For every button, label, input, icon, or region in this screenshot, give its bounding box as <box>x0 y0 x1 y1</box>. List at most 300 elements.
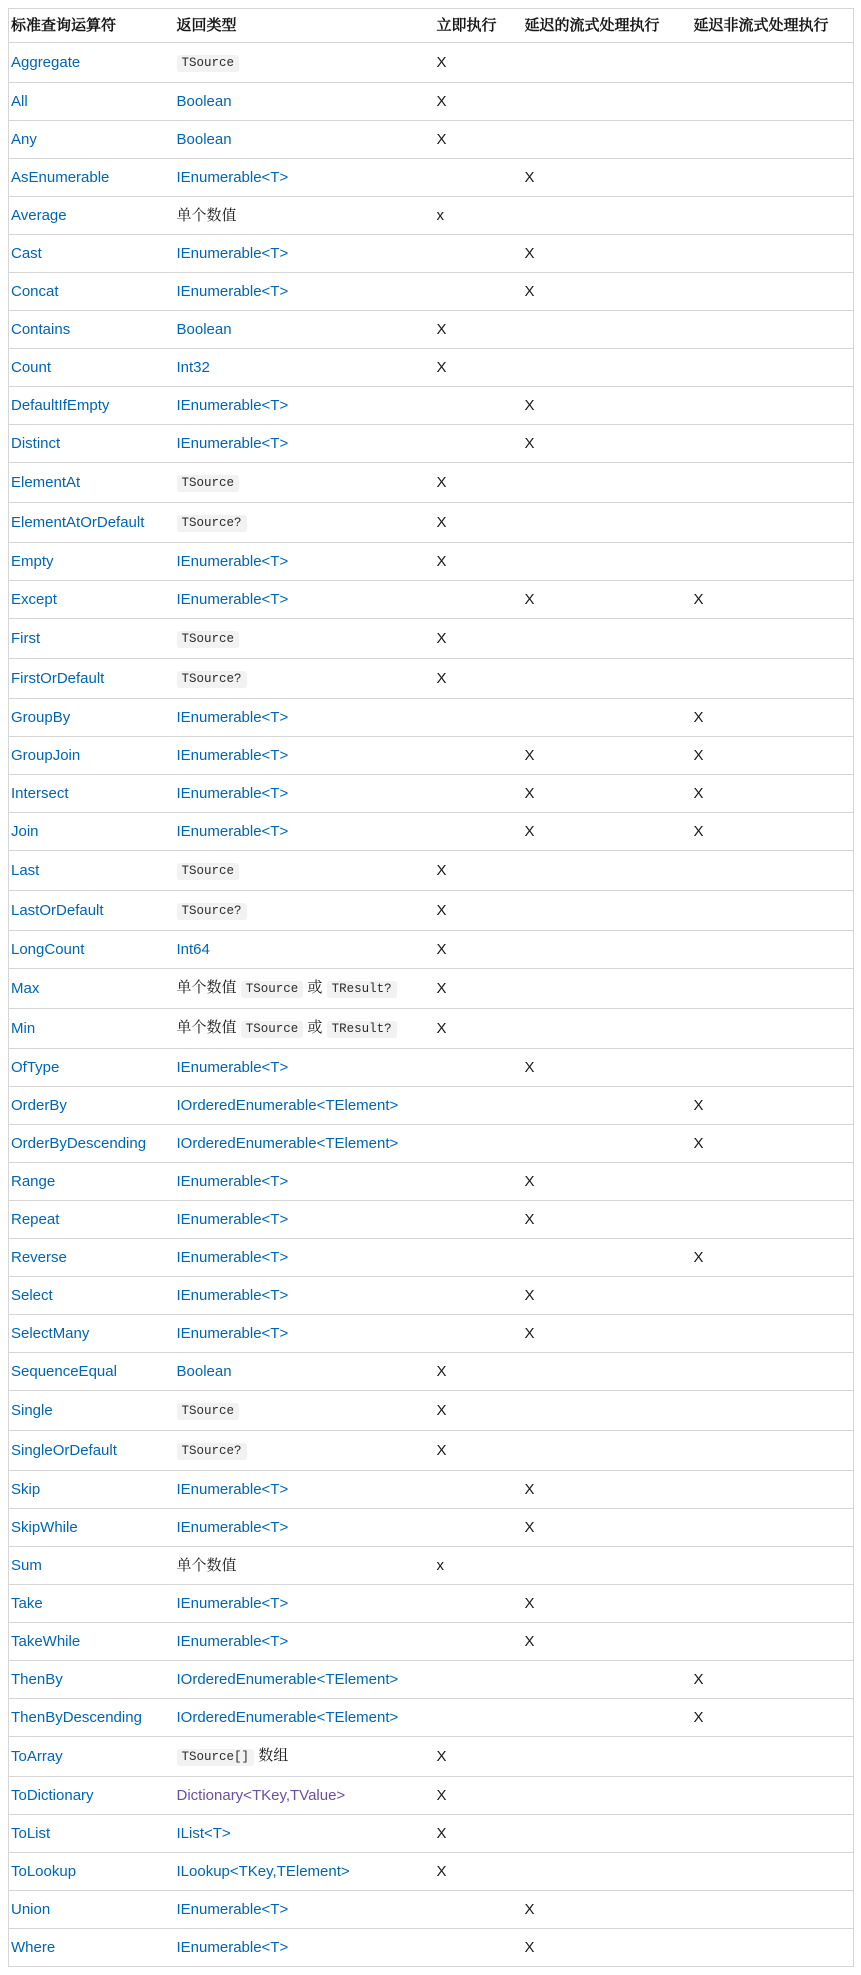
operator-cell <box>9 83 175 121</box>
deferred-nonstreaming-execution-mark-cell <box>692 1163 854 1201</box>
return-type-link[interactable]: IEnumerable<T> <box>176 553 289 570</box>
operator-link[interactable]: Range <box>11 1173 56 1190</box>
deferred-nonstreaming-execution-mark: X <box>693 1097 704 1114</box>
deferred-nonstreaming-execution-mark-cell <box>692 425 854 463</box>
immediate-execution-mark-cell <box>435 1623 523 1661</box>
deferred-streaming-execution-mark-cell <box>523 463 692 503</box>
operator-link[interactable]: ToList <box>11 1825 51 1842</box>
table-row <box>9 581 854 619</box>
deferred-nonstreaming-execution-mark: X <box>693 591 704 608</box>
immediate-execution-mark: X <box>436 54 447 71</box>
return-type-cell <box>175 463 435 503</box>
operator-link[interactable]: TakeWhile <box>11 1633 81 1650</box>
deferred-nonstreaming-execution-mark-cell <box>692 1891 854 1929</box>
table-row <box>9 1737 854 1777</box>
immediate-execution-mark-cell <box>435 197 523 235</box>
operator-link[interactable]: Skip <box>11 1481 41 1498</box>
return-type-link[interactable]: ILookup<TKey,TElement> <box>176 1863 350 1880</box>
operator-link[interactable]: OfType <box>11 1059 60 1076</box>
deferred-nonstreaming-execution-mark-cell <box>692 1661 854 1699</box>
immediate-execution-mark-cell <box>435 1009 523 1049</box>
table-row <box>9 619 854 659</box>
deferred-nonstreaming-execution-mark-cell <box>692 1471 854 1509</box>
return-type-cell <box>175 43 435 83</box>
table-row <box>9 503 854 543</box>
deferred-nonstreaming-execution-mark-cell <box>692 699 854 737</box>
deferred-nonstreaming-execution-mark-cell <box>692 1239 854 1277</box>
operator-link[interactable]: Reverse <box>11 1249 67 1266</box>
immediate-execution-mark-cell <box>435 1891 523 1929</box>
deferred-streaming-execution-mark-cell <box>523 503 692 543</box>
return-type-cell <box>175 1163 435 1201</box>
deferred-streaming-execution-mark: X <box>524 1595 535 1612</box>
deferred-streaming-execution-mark: X <box>524 1519 535 1536</box>
immediate-execution-mark-cell <box>435 931 523 969</box>
table-row <box>9 1471 854 1509</box>
table-row <box>9 1623 854 1661</box>
deferred-streaming-execution-mark-cell <box>523 1737 692 1777</box>
return-type-link[interactable]: IEnumerable<T> <box>176 169 289 186</box>
deferred-nonstreaming-execution-mark-cell <box>692 273 854 311</box>
immediate-execution-mark: X <box>436 980 447 997</box>
deferred-streaming-execution-mark-cell <box>523 1929 692 1967</box>
operator-cell <box>9 1509 175 1547</box>
deferred-streaming-execution-mark-cell <box>523 1623 692 1661</box>
operator-link[interactable]: ThenByDescending <box>11 1709 142 1726</box>
table-row <box>9 699 854 737</box>
operator-cell <box>9 1699 175 1737</box>
return-type-cell <box>175 931 435 969</box>
operator-link[interactable]: FirstOrDefault <box>11 670 105 687</box>
operator-cell <box>9 931 175 969</box>
operator-cell <box>9 813 175 851</box>
operator-link[interactable]: Min <box>11 1020 36 1037</box>
operator-link[interactable]: ElementAt <box>11 474 81 491</box>
operator-link[interactable]: SequenceEqual <box>11 1363 117 1380</box>
table-row <box>9 737 854 775</box>
immediate-execution-mark: X <box>436 1442 447 1459</box>
return-type-cell <box>175 1471 435 1509</box>
table-row <box>9 1509 854 1547</box>
return-type-code-chip: TSource? <box>177 515 247 532</box>
deferred-nonstreaming-execution-mark: X <box>693 747 704 764</box>
table-row <box>9 1087 854 1125</box>
immediate-execution-mark-cell <box>435 851 523 891</box>
table-row <box>9 1049 854 1087</box>
return-type-link[interactable]: IEnumerable<T> <box>176 1173 289 1190</box>
deferred-nonstreaming-execution-mark-cell <box>692 931 854 969</box>
operator-link[interactable]: ElementAtOrDefault <box>11 514 145 531</box>
return-type-link[interactable]: IEnumerable<T> <box>176 785 289 802</box>
operator-link[interactable]: Contains <box>11 321 71 338</box>
return-type-cell <box>175 1431 435 1471</box>
return-type-link[interactable]: IEnumerable<T> <box>176 1249 289 1266</box>
table-row <box>9 1201 854 1239</box>
operator-link[interactable]: Intersect <box>11 785 69 802</box>
immediate-execution-mark: X <box>436 902 447 919</box>
immediate-execution-mark-cell <box>435 463 523 503</box>
column-header-deferred-nonstreaming-execution: 延迟非流式处理执行 <box>692 9 854 43</box>
deferred-streaming-execution-mark: X <box>524 169 535 186</box>
operator-cell <box>9 1353 175 1391</box>
standard-query-operators-table <box>8 8 854 1967</box>
operator-cell <box>9 1277 175 1315</box>
immediate-execution-mark: X <box>436 93 447 110</box>
return-type-cell <box>175 1777 435 1815</box>
deferred-streaming-execution-mark-cell <box>523 1699 692 1737</box>
operator-link[interactable]: SelectMany <box>11 1325 90 1342</box>
return-type-link[interactable]: IOrderedEnumerable<TElement> <box>176 1709 399 1726</box>
operator-cell <box>9 1777 175 1815</box>
return-type-link[interactable]: Boolean <box>176 93 232 110</box>
table-row <box>9 273 854 311</box>
deferred-streaming-execution-mark: X <box>524 1633 535 1650</box>
operator-link[interactable]: SingleOrDefault <box>11 1442 117 1459</box>
table-row <box>9 121 854 159</box>
deferred-streaming-execution-mark: X <box>524 1481 535 1498</box>
deferred-streaming-execution-mark: X <box>524 1287 535 1304</box>
return-type-text: 或 <box>307 979 323 996</box>
immediate-execution-mark-cell <box>435 1315 523 1353</box>
table-row <box>9 1163 854 1201</box>
return-type-cell <box>175 1509 435 1547</box>
immediate-execution-mark-cell <box>435 775 523 813</box>
operator-cell <box>9 1391 175 1431</box>
operator-link[interactable]: ThenBy <box>11 1671 63 1688</box>
deferred-streaming-execution-mark: X <box>524 245 535 262</box>
operator-cell <box>9 775 175 813</box>
deferred-nonstreaming-execution-mark: X <box>693 1135 704 1152</box>
deferred-streaming-execution-mark-cell <box>523 1891 692 1929</box>
return-type-text: 单个数值 <box>176 1557 237 1574</box>
return-type-link[interactable]: IEnumerable<T> <box>176 591 289 608</box>
return-type-text: 或 <box>307 1019 323 1036</box>
table-row <box>9 1009 854 1049</box>
operator-link[interactable]: DefaultIfEmpty <box>11 397 110 414</box>
operator-cell <box>9 1891 175 1929</box>
immediate-execution-mark: X <box>436 862 447 879</box>
return-type-link[interactable]: IEnumerable<T> <box>176 283 289 300</box>
deferred-nonstreaming-execution-mark: X <box>693 823 704 840</box>
table-row <box>9 235 854 273</box>
operator-cell <box>9 659 175 699</box>
deferred-nonstreaming-execution-mark-cell <box>692 349 854 387</box>
return-type-link[interactable]: IEnumerable<T> <box>176 435 289 452</box>
operator-link[interactable]: Single <box>11 1402 53 1419</box>
deferred-streaming-execution-mark-cell <box>523 1315 692 1353</box>
operator-link[interactable]: First <box>11 630 41 647</box>
return-type-link[interactable]: Dictionary<TKey,TValue> <box>176 1787 346 1804</box>
deferred-streaming-execution-mark-cell <box>523 737 692 775</box>
deferred-nonstreaming-execution-mark-cell <box>692 1815 854 1853</box>
deferred-nonstreaming-execution-mark: X <box>693 1709 704 1726</box>
deferred-streaming-execution-mark-cell <box>523 273 692 311</box>
operator-cell <box>9 699 175 737</box>
deferred-streaming-execution-mark-cell <box>523 1853 692 1891</box>
return-type-cell <box>175 1009 435 1049</box>
deferred-nonstreaming-execution-mark-cell <box>692 1431 854 1471</box>
deferred-nonstreaming-execution-mark: X <box>693 785 704 802</box>
operator-link[interactable]: GroupJoin <box>11 747 81 764</box>
table-row <box>9 425 854 463</box>
operator-cell <box>9 1431 175 1471</box>
immediate-execution-mark-cell <box>435 1661 523 1699</box>
return-type-code-chip: TSource <box>241 1021 304 1038</box>
operator-cell <box>9 349 175 387</box>
return-type-cell <box>175 1315 435 1353</box>
operator-cell <box>9 1201 175 1239</box>
deferred-nonstreaming-execution-mark-cell <box>692 1087 854 1125</box>
table-row <box>9 1547 854 1585</box>
operator-link[interactable]: Cast <box>11 245 42 262</box>
return-type-cell <box>175 969 435 1009</box>
deferred-streaming-execution-mark: X <box>524 823 535 840</box>
operator-cell <box>9 1315 175 1353</box>
return-type-link[interactable]: IEnumerable<T> <box>176 1519 289 1536</box>
operator-link[interactable]: Any <box>11 131 37 148</box>
operator-link[interactable]: Take <box>11 1595 43 1612</box>
operator-link[interactable]: Concat <box>11 283 59 300</box>
deferred-streaming-execution-mark-cell <box>523 931 692 969</box>
operator-link[interactable]: OrderByDescending <box>11 1135 147 1152</box>
table-row <box>9 43 854 83</box>
return-type-cell <box>175 1623 435 1661</box>
return-type-link[interactable]: Int64 <box>176 941 210 958</box>
return-type-link[interactable]: IOrderedEnumerable<TElement> <box>176 1135 399 1152</box>
operator-link[interactable]: Where <box>11 1939 56 1956</box>
column-header-operator: 标准查询运算符 <box>9 9 175 43</box>
immediate-execution-mark-cell <box>435 425 523 463</box>
table-row <box>9 1585 854 1623</box>
return-type-link[interactable]: IEnumerable<T> <box>176 1287 289 1304</box>
deferred-nonstreaming-execution-mark-cell <box>692 1929 854 1967</box>
operator-cell <box>9 1661 175 1699</box>
deferred-streaming-execution-mark-cell <box>523 969 692 1009</box>
operator-cell <box>9 1547 175 1585</box>
return-type-cell <box>175 619 435 659</box>
deferred-streaming-execution-mark-cell <box>523 1163 692 1201</box>
operator-link[interactable]: Average <box>11 207 67 224</box>
immediate-execution-mark-cell <box>435 1737 523 1777</box>
return-type-link[interactable]: Boolean <box>176 131 232 148</box>
immediate-execution-mark-cell <box>435 969 523 1009</box>
table-row <box>9 311 854 349</box>
deferred-nonstreaming-execution-mark-cell <box>692 1201 854 1239</box>
return-type-cell <box>175 1391 435 1431</box>
operator-link[interactable]: Except <box>11 591 57 608</box>
immediate-execution-mark-cell <box>435 1201 523 1239</box>
operator-link[interactable]: Join <box>11 823 39 840</box>
immediate-execution-mark: X <box>436 1748 447 1765</box>
deferred-streaming-execution-mark-cell <box>523 1471 692 1509</box>
return-type-link[interactable]: IEnumerable<T> <box>176 1211 289 1228</box>
operator-cell <box>9 121 175 159</box>
operator-cell <box>9 503 175 543</box>
return-type-link[interactable]: IEnumerable<T> <box>176 245 289 262</box>
operator-link[interactable]: Select <box>11 1287 53 1304</box>
table-row <box>9 931 854 969</box>
table-row <box>9 1125 854 1163</box>
return-type-cell <box>175 1929 435 1967</box>
immediate-execution-mark-cell <box>435 1163 523 1201</box>
deferred-streaming-execution-mark: X <box>524 591 535 608</box>
return-type-cell <box>175 543 435 581</box>
return-type-code-chip: TResult? <box>327 1021 397 1038</box>
immediate-execution-mark-cell <box>435 1509 523 1547</box>
table-row <box>9 1239 854 1277</box>
table-row <box>9 159 854 197</box>
return-type-link[interactable]: IEnumerable<T> <box>176 1481 289 1498</box>
operator-link[interactable]: ToDictionary <box>11 1787 94 1804</box>
operator-link[interactable]: SkipWhile <box>11 1519 78 1536</box>
return-type-link[interactable]: IEnumerable<T> <box>176 1595 289 1612</box>
operator-link[interactable]: Aggregate <box>11 54 81 71</box>
immediate-execution-mark-cell <box>435 813 523 851</box>
return-type-cell <box>175 1087 435 1125</box>
deferred-nonstreaming-execution-mark: X <box>693 1671 704 1688</box>
return-type-link[interactable]: Boolean <box>176 1363 232 1380</box>
return-type-link[interactable]: IEnumerable<T> <box>176 709 289 726</box>
operator-link[interactable]: Max <box>11 980 40 997</box>
deferred-nonstreaming-execution-mark-cell <box>692 83 854 121</box>
immediate-execution-mark-cell <box>435 83 523 121</box>
immediate-execution-mark-cell <box>435 1431 523 1471</box>
return-type-code-chip: TSource <box>177 55 240 72</box>
return-type-link[interactable]: Boolean <box>176 321 232 338</box>
operator-cell <box>9 43 175 83</box>
operator-link[interactable]: Distinct <box>11 435 61 452</box>
return-type-cell <box>175 83 435 121</box>
deferred-streaming-execution-mark: X <box>524 1939 535 1956</box>
operator-cell <box>9 1125 175 1163</box>
deferred-nonstreaming-execution-mark-cell <box>692 619 854 659</box>
return-type-cell <box>175 1547 435 1585</box>
immediate-execution-mark-cell <box>435 1239 523 1277</box>
return-type-cell <box>175 659 435 699</box>
column-header-return-type: 返回类型 <box>175 9 435 43</box>
operator-link[interactable]: AsEnumerable <box>11 169 110 186</box>
return-type-link[interactable]: IEnumerable<T> <box>176 1325 289 1342</box>
deferred-streaming-execution-mark-cell <box>523 387 692 425</box>
deferred-streaming-execution-mark-cell <box>523 1009 692 1049</box>
deferred-nonstreaming-execution-mark-cell <box>692 311 854 349</box>
operator-cell <box>9 273 175 311</box>
return-type-cell <box>175 387 435 425</box>
operator-link[interactable]: Sum <box>11 1557 42 1574</box>
deferred-nonstreaming-execution-mark-cell <box>692 1277 854 1315</box>
operator-cell <box>9 619 175 659</box>
operator-link[interactable]: ToArray <box>11 1748 63 1765</box>
operator-cell <box>9 1737 175 1777</box>
operator-link[interactable]: Empty <box>11 553 54 570</box>
return-type-link[interactable]: IEnumerable<T> <box>176 747 289 764</box>
deferred-streaming-execution-mark-cell <box>523 1815 692 1853</box>
return-type-code-chip: TSource <box>177 475 240 492</box>
table-row <box>9 1353 854 1391</box>
operator-link[interactable]: OrderBy <box>11 1097 67 1114</box>
return-type-text: 单个数值 <box>176 1019 237 1036</box>
immediate-execution-mark: X <box>436 553 447 570</box>
return-type-link[interactable]: IEnumerable<T> <box>176 1901 289 1918</box>
return-type-text: 单个数值 <box>176 207 237 224</box>
deferred-nonstreaming-execution-mark-cell <box>692 969 854 1009</box>
table-row <box>9 197 854 235</box>
deferred-streaming-execution-mark-cell <box>523 1585 692 1623</box>
deferred-nonstreaming-execution-mark-cell <box>692 581 854 619</box>
operator-link[interactable]: All <box>11 93 28 110</box>
operator-cell <box>9 737 175 775</box>
operator-link[interactable]: Repeat <box>11 1211 60 1228</box>
deferred-nonstreaming-execution-mark-cell <box>692 1623 854 1661</box>
immediate-execution-mark-cell <box>435 1547 523 1585</box>
operator-link[interactable]: ToLookup <box>11 1863 77 1880</box>
table-row <box>9 543 854 581</box>
operator-cell <box>9 425 175 463</box>
deferred-nonstreaming-execution-mark-cell <box>692 159 854 197</box>
return-type-cell <box>175 121 435 159</box>
operator-link[interactable]: LastOrDefault <box>11 902 104 919</box>
deferred-streaming-execution-mark-cell <box>523 349 692 387</box>
table-row <box>9 969 854 1009</box>
deferred-streaming-execution-mark-cell <box>523 619 692 659</box>
deferred-streaming-execution-mark-cell <box>523 1353 692 1391</box>
operator-link[interactable]: Union <box>11 1901 51 1918</box>
operator-link[interactable]: Count <box>11 359 52 376</box>
immediate-execution-mark-cell <box>435 891 523 931</box>
return-type-link[interactable]: IOrderedEnumerable<TElement> <box>176 1671 399 1688</box>
immediate-execution-mark: x <box>436 207 444 224</box>
return-type-cell <box>175 425 435 463</box>
operator-cell <box>9 387 175 425</box>
return-type-code-chip: TSource[] <box>177 1749 255 1766</box>
return-type-link[interactable]: IEnumerable<T> <box>176 1939 289 1956</box>
immediate-execution-mark-cell <box>435 1391 523 1431</box>
immediate-execution-mark: X <box>436 1363 447 1380</box>
deferred-nonstreaming-execution-mark-cell <box>692 1547 854 1585</box>
operator-cell <box>9 1471 175 1509</box>
operator-cell <box>9 1009 175 1049</box>
deferred-nonstreaming-execution-mark-cell <box>692 775 854 813</box>
return-type-link[interactable]: IOrderedEnumerable<TElement> <box>176 1097 399 1114</box>
deferred-nonstreaming-execution-mark-cell <box>692 503 854 543</box>
column-header-deferred-streaming-execution: 延迟的流式处理执行 <box>523 9 692 43</box>
table-row <box>9 659 854 699</box>
immediate-execution-mark-cell <box>435 1087 523 1125</box>
immediate-execution-mark-cell <box>435 543 523 581</box>
deferred-streaming-execution-mark-cell <box>523 699 692 737</box>
operator-cell <box>9 1087 175 1125</box>
operator-link[interactable]: LongCount <box>11 941 85 958</box>
immediate-execution-mark-cell <box>435 1353 523 1391</box>
deferred-nonstreaming-execution-mark-cell <box>692 197 854 235</box>
operator-link[interactable]: Last <box>11 862 40 879</box>
deferred-streaming-execution-mark: X <box>524 435 535 452</box>
return-type-link[interactable]: IEnumerable<T> <box>176 1633 289 1650</box>
return-type-link[interactable]: IEnumerable<T> <box>176 397 289 414</box>
operator-link[interactable]: GroupBy <box>11 709 71 726</box>
operator-cell <box>9 891 175 931</box>
return-type-link[interactable]: IEnumerable<T> <box>176 823 289 840</box>
deferred-nonstreaming-execution-mark-cell <box>692 737 854 775</box>
return-type-link[interactable]: IList<T> <box>176 1825 231 1842</box>
immediate-execution-mark-cell <box>435 1277 523 1315</box>
return-type-link[interactable]: Int32 <box>176 359 210 376</box>
deferred-streaming-execution-mark-cell <box>523 1509 692 1547</box>
immediate-execution-mark: X <box>436 1825 447 1842</box>
deferred-nonstreaming-execution-mark-cell <box>692 1853 854 1891</box>
return-type-link[interactable]: IEnumerable<T> <box>176 1059 289 1076</box>
deferred-streaming-execution-mark: X <box>524 283 535 300</box>
